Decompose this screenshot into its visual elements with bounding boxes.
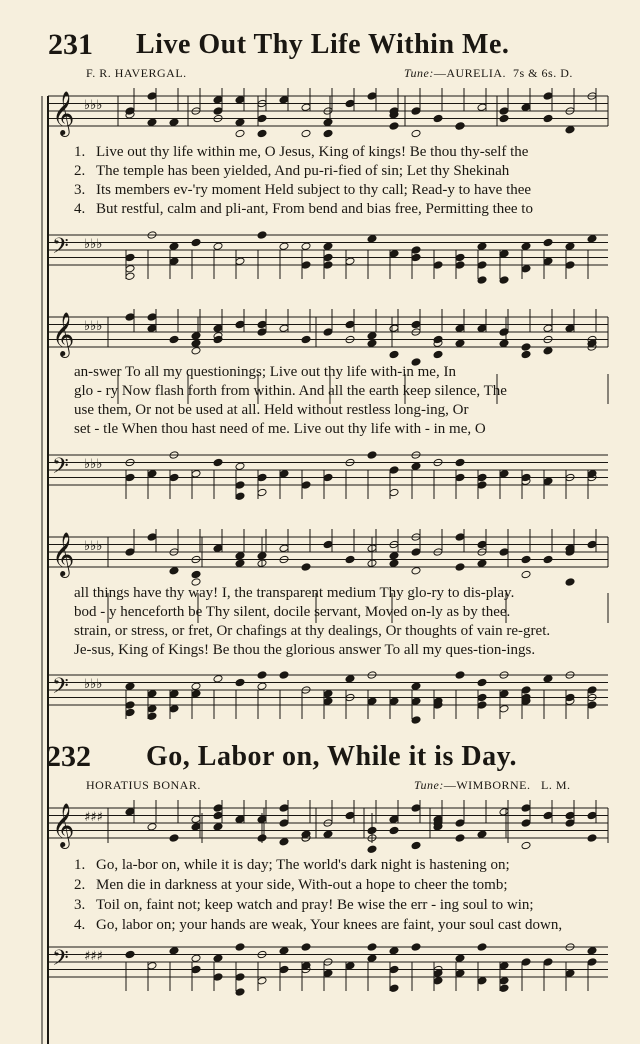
- tune-label: Tune:: [414, 778, 444, 792]
- svg-text:♯♯♯: ♯♯♯: [84, 810, 103, 825]
- hymn-231-s3-line-4: Je-sus, King of Kings! Be thou the glorious answer To all my ques-tion-ings.: [74, 642, 536, 658]
- hymn-231-s2-line-2: glo - ry Now flash forth from within. And all the earth keep silence, The: [74, 383, 507, 399]
- hymn-231-verse-3: 3. Its members ev-'ry moment Held subject to thy call; Read-y to have thee: [74, 182, 532, 198]
- svg-text:♭♭♭: ♭♭♭: [84, 319, 103, 334]
- hymn-232-tune: [414, 778, 571, 793]
- svg-text:𝄞: 𝄞: [52, 803, 75, 847]
- hymn-231-verse-2: 2. The temple has been yielded, And pu-ri-fied of sin; Let thy Shekinah: [74, 163, 510, 179]
- svg-text:♯♯♯: ♯♯♯: [84, 949, 103, 964]
- hymn-232-number: 232: [46, 740, 91, 773]
- hymn-231-s3-line-2: bod - y henceforth be Thy silent, docile servant, Moved on-ly as by thee.: [74, 604, 511, 620]
- hymn-232-verse-2: 2. Men die in darkness at your side, With-out a hope to cheer the tomb;: [74, 877, 508, 893]
- svg-text:♭♭♭: ♭♭♭: [84, 237, 103, 252]
- hymn-231-title: Live Out Thy Life Within Me.: [136, 29, 510, 60]
- hymn-231-s3-line-3: strain, or stress, or fret, Or chafings at thy dealings, Or thoughts of vain re-gret.: [74, 623, 551, 639]
- hymn-231-number: 231: [48, 28, 93, 61]
- hymn-232-verse-3: 3. Toil on, faint not; keep watch and pray! Be wise the err - ing soul to win;: [74, 897, 534, 913]
- tune-meter: 7s & 6s. D.: [513, 66, 573, 80]
- svg-text:♭♭♭: ♭♭♭: [84, 677, 103, 692]
- svg-text:𝄢: 𝄢: [52, 454, 69, 484]
- hymn-232-title: Go, Labor on, While it is Day.: [146, 741, 518, 772]
- hymn-231-s3-line-1: all things have thy way! I, the transparent medium Thy glo-ry to dis-play.: [74, 585, 515, 601]
- tune-meter: L. M.: [541, 778, 571, 792]
- tune-name: —AURELIA.: [433, 66, 507, 80]
- hymn-232-author: HORATIUS BONAR.: [86, 778, 201, 792]
- hymn-231-s2-line-3: use them, Or not be used at all. Held without restless long-ing, Or: [74, 402, 469, 418]
- hymn-232-verse-4: 4. Go, labor on; your hands are weak, Your knees are faint, your soul cast down,: [74, 917, 563, 933]
- tune-name: —WIMBORNE.: [443, 778, 531, 792]
- hymn-231-s2-line-1: an-swer To all my questionings; Live out thy life with-in me, In: [74, 364, 456, 380]
- svg-text:♭♭♭: ♭♭♭: [84, 539, 103, 554]
- hymn-231-author: F. R. HAVERGAL.: [86, 66, 187, 80]
- svg-text:𝄢: 𝄢: [52, 674, 69, 704]
- svg-text:𝄞: 𝄞: [52, 532, 75, 576]
- tune-label: Tune:: [404, 66, 434, 80]
- svg-text:♭♭♭: ♭♭♭: [84, 457, 103, 472]
- svg-text:𝄢: 𝄢: [52, 234, 69, 264]
- svg-text:𝄞: 𝄞: [52, 312, 75, 356]
- hymn-231-verse-1: 1. Live out thy life within me, O Jesus, King of kings! Be thou thy-self the: [74, 144, 529, 160]
- hymn-232-verse-1: 1. Go, la-bor on, while it is day; The world's dark night is hastening on;: [74, 857, 510, 873]
- hymn-231-s2-line-4: set - tle When thou hast need of me. Live out thy life with - in me, O: [74, 421, 486, 437]
- svg-text:𝄢: 𝄢: [52, 946, 69, 976]
- clefs: [52, 91, 103, 976]
- svg-text:𝄞: 𝄞: [52, 91, 75, 135]
- svg-text:♭♭♭: ♭♭♭: [84, 98, 103, 113]
- hymn-231-verse-4: 4. But restful, calm and pli-ant, From bend and bias free, Permitting thee to: [74, 201, 533, 217]
